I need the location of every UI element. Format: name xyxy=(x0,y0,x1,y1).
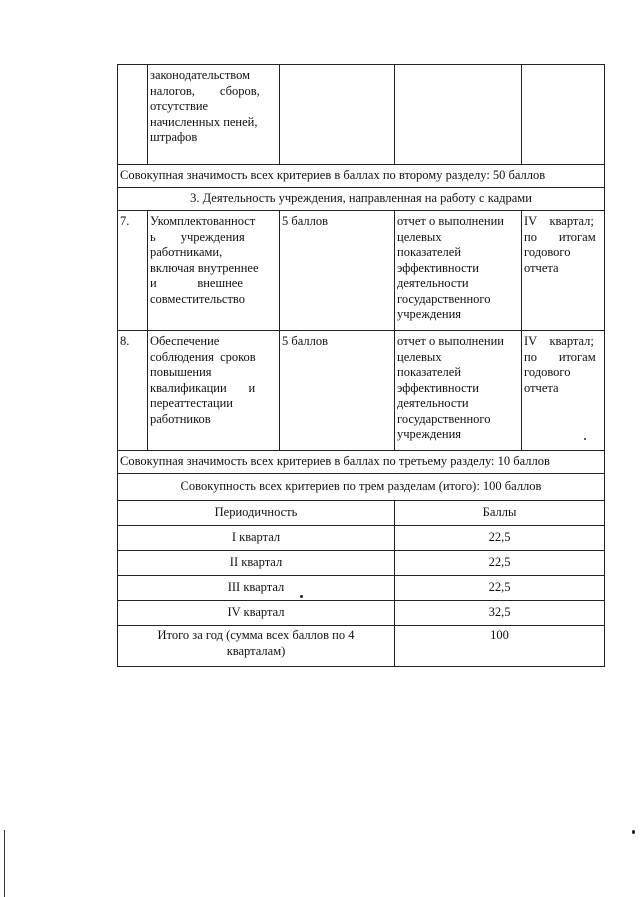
criterion-line: штрафов xyxy=(150,130,198,144)
report-cell xyxy=(395,211,522,331)
report-cell xyxy=(395,65,522,165)
period-line: годового xyxy=(524,365,571,379)
points-cell: 5 баллов xyxy=(280,211,395,331)
criterion-line: ь учреждения xyxy=(150,229,245,244)
period-line: по итогам xyxy=(524,229,596,244)
column-header-period: Периодичность xyxy=(118,501,395,526)
period-name: III квартал xyxy=(118,576,395,601)
criteria-table xyxy=(117,64,605,667)
report-line: учреждения xyxy=(397,307,462,321)
criterion-line: налогов, сборов, xyxy=(150,83,260,98)
report-line: государственного xyxy=(397,411,491,426)
period-line: отчета xyxy=(524,380,559,395)
table-row xyxy=(118,576,605,601)
points-cell: 5 баллов xyxy=(280,331,395,451)
table-row xyxy=(118,526,605,551)
year-total-line: кварталам) xyxy=(226,643,286,658)
scan-speck xyxy=(584,438,586,440)
scan-speck xyxy=(300,595,303,598)
section2-total: Совокупная значимость всех критериев в баллах по второму разделу: 50 баллов xyxy=(118,165,605,188)
period-cell xyxy=(522,331,605,451)
report-line: отчет о выполнении xyxy=(397,214,504,228)
criterion-number: 8. xyxy=(118,331,148,451)
period-name: IV квартал xyxy=(118,601,395,626)
report-line: учреждения xyxy=(397,427,462,441)
num-cell xyxy=(118,65,148,165)
report-cell xyxy=(395,331,522,451)
report-line: отчет о выполнении xyxy=(397,334,504,348)
criterion-line: повышения xyxy=(150,365,212,379)
report-line: целевых xyxy=(397,349,442,364)
criterion-line: соблюдения сроков xyxy=(150,349,256,364)
report-line: деятельности xyxy=(397,396,469,410)
points-cell xyxy=(280,65,395,165)
report-line: показателей xyxy=(397,365,462,379)
report-line: показателей xyxy=(397,245,462,259)
grand-total: Совокупность всех критериев по трем разделам (итого): 100 баллов xyxy=(118,474,605,501)
criterion-cell xyxy=(148,331,280,451)
period-points: 22,5 xyxy=(395,576,605,601)
section3-total: Совокупная значимость всех критериев в баллах по третьему разделу: 10 баллов xyxy=(118,451,605,474)
criterion-number: 7. xyxy=(118,211,148,331)
criterion-line: законодательством xyxy=(150,68,251,82)
scan-speck xyxy=(632,830,635,834)
criterion-line: и внешнее xyxy=(150,276,243,290)
table-row xyxy=(118,601,605,626)
period-points: 22,5 xyxy=(395,551,605,576)
table-row xyxy=(118,188,605,211)
table-header-row xyxy=(118,501,605,526)
report-line: государственного xyxy=(397,291,491,306)
period-points: 22,5 xyxy=(395,526,605,551)
scan-edge-line xyxy=(4,830,5,897)
table-row xyxy=(118,551,605,576)
criterion-line: начисленных пеней, xyxy=(150,114,258,129)
report-line: эффективности xyxy=(397,380,479,395)
table-row xyxy=(118,165,605,188)
criterion-line: переаттестации xyxy=(150,396,233,410)
year-total-points: 100 xyxy=(395,626,605,667)
period-cell xyxy=(522,211,605,331)
criterion-line: работников xyxy=(150,411,211,426)
report-line: целевых xyxy=(397,229,442,244)
period-cell xyxy=(522,65,605,165)
table-row xyxy=(118,626,605,667)
section3-title: 3. Деятельность учреждения, направленная на работу с кадрами xyxy=(118,188,605,211)
criterion-cell xyxy=(148,65,280,165)
criterion-cell xyxy=(148,211,280,331)
criterion-line: квалификации и xyxy=(150,380,256,395)
column-header-points: Баллы xyxy=(395,501,605,526)
year-total-line: Итого за год (сумма всех баллов по 4 xyxy=(157,628,355,642)
period-points: 32,5 xyxy=(395,601,605,626)
period-line: годового xyxy=(524,245,571,259)
criterion-line: Обеспечение xyxy=(150,334,220,348)
table-row xyxy=(118,65,605,165)
table-row xyxy=(118,331,605,451)
period-line: IV квартал; xyxy=(524,214,594,228)
criterion-line: работниками, xyxy=(150,245,223,259)
period-name: I квартал xyxy=(118,526,395,551)
criterion-line: Укомплектованност xyxy=(150,214,256,228)
report-line: эффективности xyxy=(397,260,479,275)
year-total-label xyxy=(118,626,395,667)
criterion-line: отсутствие xyxy=(150,99,209,113)
criterion-line: совместительство xyxy=(150,291,245,306)
criterion-line: включая внутреннее xyxy=(150,260,259,275)
table-row xyxy=(118,474,605,501)
table-row xyxy=(118,451,605,474)
report-line: деятельности xyxy=(397,276,469,290)
period-name: II квартал xyxy=(118,551,395,576)
period-line: IV квартал; xyxy=(524,334,594,348)
table-row xyxy=(118,211,605,331)
period-line: отчета xyxy=(524,260,559,275)
period-line: по итогам xyxy=(524,349,596,364)
